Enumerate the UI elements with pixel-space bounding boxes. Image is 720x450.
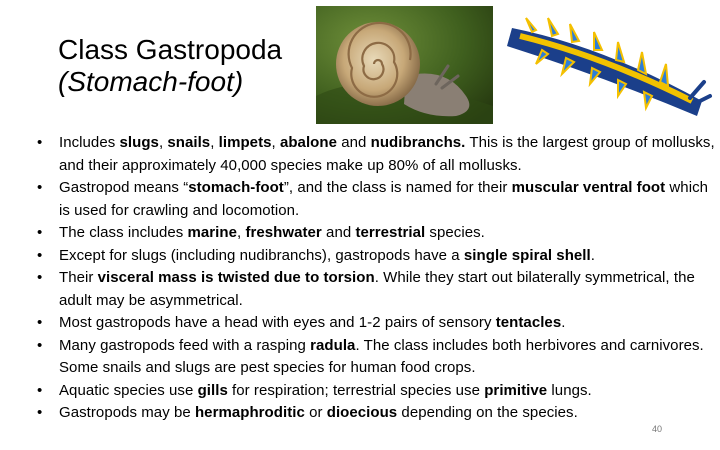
slide-title: Class Gastropoda [58,34,283,65]
slide-subtitle: (Stomach-foot) [58,66,244,97]
bullet-bold-text: marine [187,224,238,241]
bullet-text: , [210,134,219,151]
bullet-item [37,222,717,245]
bullet-marker: • [37,381,43,399]
bullet-bold-text: muscular ventral foot [511,179,666,196]
bullet-text: . The class includes both herbivores and carnivores. Some snails and slugs are pest species for human food crops. [59,336,704,376]
bullet-marker: • [37,404,43,421]
page-number: 40 [652,424,663,434]
bullet-item [37,335,717,380]
bullet-text: Aquatic species use [59,381,198,399]
bullet-bold-text: primitive [484,381,548,399]
bullet-text: , [271,134,280,151]
bullet-item [37,402,717,425]
bullet-bold-text: dioecious [326,404,398,421]
bullet-text: Gastropods may be [59,404,195,421]
bullet-bold-text: stomach-foot [188,179,284,196]
bullet-item [37,267,717,312]
bullet-marker: • [37,314,43,331]
bullet-text: species. [425,224,485,241]
nudibranch-photo [502,6,713,122]
bullet-text: ”, and the class is named for their [283,179,512,196]
bullet-bold-text: terrestrial [355,224,426,241]
bullet-list [37,132,717,425]
bullet-bold-text: radula [310,336,356,354]
bullet-text: lungs. [547,381,592,399]
bullet-text: , [237,224,246,241]
bullet-text: This is the largest group of mollusks, and their approximately 40,000 species make up 80% of all mollusks. [59,134,715,174]
slide-title-block [58,34,282,98]
bullet-text: for respiration; terrestrial species use [227,381,485,399]
bullet-bold-text: nudibranchs. [370,134,466,151]
bullet-item [37,132,717,177]
snail-photo [316,6,493,124]
bullet-marker: • [37,246,43,264]
bullet-text: Most gastropods have a head with eyes and 1-2 pairs of sensory [59,314,496,331]
bullet-item [37,177,717,222]
bullet-item [37,312,717,335]
bullet-text: Gastropod means “ [59,179,189,196]
bullet-marker: • [37,134,43,151]
bullet-text: and [337,134,371,151]
bullet-bold-text: limpets [218,134,272,151]
bullet-text: Includes [59,134,120,151]
bullet-bold-text: hermaphroditic [194,404,305,421]
bullet-text: and [321,224,356,241]
bullet-text: Their [59,269,98,286]
bullet-marker: • [37,224,43,241]
bullet-text: . [590,246,595,264]
bullet-bold-text: freshwater [245,224,322,241]
bullet-text: or [304,404,327,421]
bullet-text: Except for slugs (including nudibranchs), gastropods have a [59,246,464,264]
bullet-text: The class includes [59,224,188,241]
bullet-bold-text: visceral mass is twisted due to torsion [97,269,375,286]
bullet-text: , [158,134,168,151]
bullet-marker: • [37,336,43,354]
bullet-text: . While they start out bilaterally symmetrical, the adult may be asymmetrical. [59,269,695,309]
bullet-bold-text: abalone [279,134,337,151]
bullet-item [37,245,717,268]
bullet-bold-text: gills [197,381,228,399]
bullet-text: . [561,314,566,331]
bullet-bold-text: single spiral shell [463,246,591,264]
bullet-marker: • [37,179,43,196]
bullet-text: which is used for crawling and locomotion. [59,179,709,219]
bullet-item [37,380,717,403]
bullet-text: Many gastropods feed with a rasping [59,336,311,354]
bullet-text: depending on the species. [397,404,578,421]
bullet-marker: • [37,269,43,286]
bullet-bold-text: slugs [119,134,159,151]
bullet-bold-text: tentacles [495,314,562,331]
bullet-bold-text: snails [167,134,211,151]
